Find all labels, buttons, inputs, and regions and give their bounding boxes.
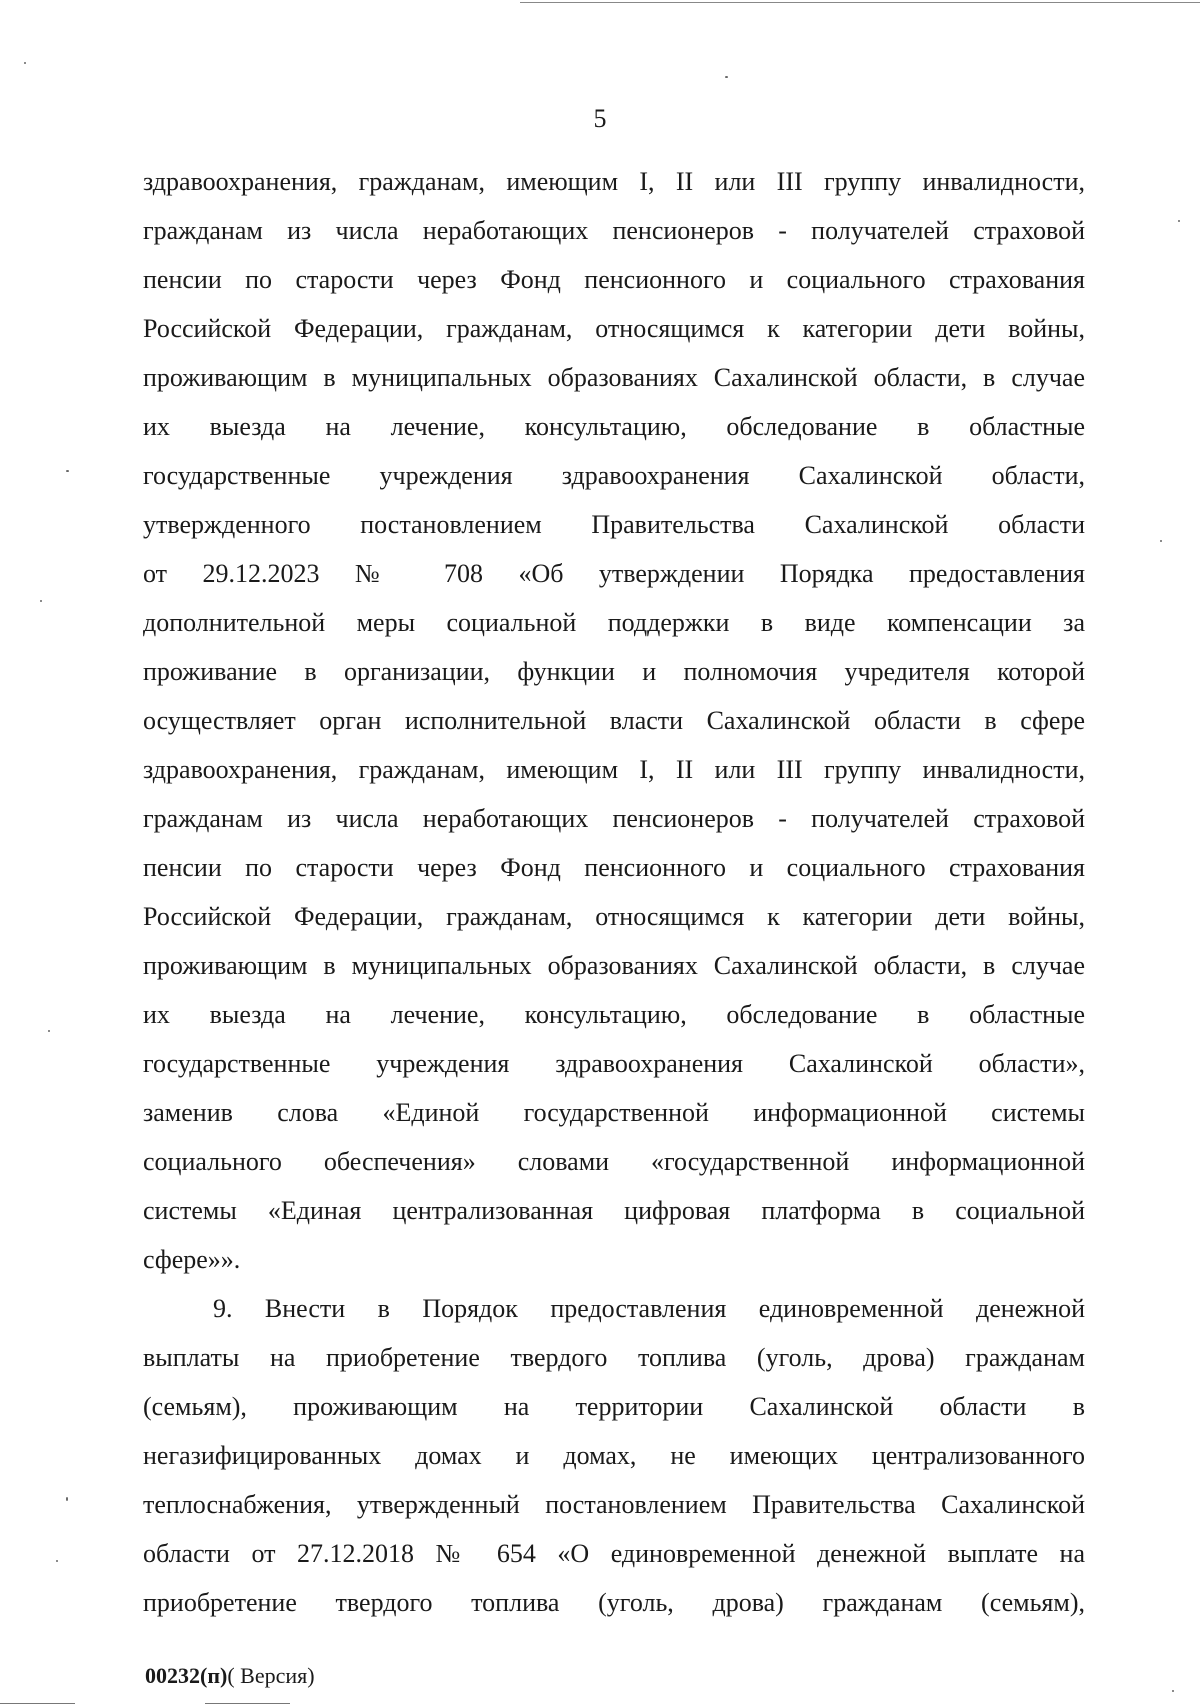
text-line: государственные учреждения здравоохранения Сахалинской области»,: [143, 1049, 1085, 1078]
scan-speck: [24, 62, 26, 64]
text-line: гражданам из числа неработающих пенсионеров - получателей страховой: [143, 804, 1085, 833]
text-line: теплоснабжения, утвержденный постановлением Правительства Сахалинской: [143, 1490, 1085, 1519]
text-line: области от 27.12.2018 № 654 «О единовременной денежной выплате на: [143, 1539, 1085, 1568]
text-line: негазифицированных домах и домах, не имеющих централизованного: [143, 1441, 1085, 1470]
text-line: Российской Федерации, гражданам, относящимся к категории дети войны,: [143, 902, 1085, 931]
scan-edge-line-bottom-mid: [205, 1703, 290, 1704]
text-line: системы «Единая централизованная цифровая платформа в социальной: [143, 1196, 1085, 1225]
scan-speck: [56, 1560, 58, 1562]
scan-speck: [66, 470, 69, 472]
text-line: выплаты на приобретение твердого топлива (уголь, дрова) гражданам: [143, 1343, 1085, 1372]
text-line: проживание в организации, функции и полномочия учредителя которой: [143, 657, 1085, 686]
text-line: социального обеспечения» словами «государственной информационной: [143, 1147, 1085, 1176]
text-line: (семьям), проживающим на территории Сахалинской области в: [143, 1392, 1085, 1421]
text-line: их выезда на лечение, консультацию, обследование в областные: [143, 412, 1085, 441]
text-line: заменив слова «Единой государственной информационной системы: [143, 1098, 1085, 1127]
text-line: дополнительной меры социальной поддержки в виде компенсации за: [143, 608, 1085, 637]
scan-speck: [1172, 1690, 1174, 1692]
text-line: здравоохранения, гражданам, имеющим I, II или III группу инвалидности,: [143, 167, 1085, 196]
text-line: осуществляет орган исполнительной власти Сахалинской области в сфере: [143, 706, 1085, 735]
scan-speck: [1178, 220, 1180, 222]
scan-speck: [48, 1030, 50, 1032]
scan-edge-line-top: [520, 2, 1200, 3]
scan-speck: [66, 1497, 68, 1501]
scan-edge-line-bottom-left: [0, 1703, 75, 1704]
text-line: Российской Федерации, гражданам, относящимся к категории дети войны,: [143, 314, 1085, 343]
text-line: утвержденного постановлением Правительства Сахалинской области: [143, 510, 1085, 539]
text-line: проживающим в муниципальных образованиях Сахалинской области, в случае: [143, 363, 1085, 392]
scan-speck: [40, 600, 42, 602]
text-line: пенсии по старости через Фонд пенсионного и социального страхования: [143, 853, 1085, 882]
text-line: пенсии по старости через Фонд пенсионного и социального страхования: [143, 265, 1085, 294]
text-line: здравоохранения, гражданам, имеющим I, II или III группу инвалидности,: [143, 755, 1085, 784]
paragraph-9-first-line: 9. Внести в Порядок предоставления единовременной денежной: [213, 1294, 1085, 1323]
text-line: проживающим в муниципальных образованиях Сахалинской области, в случае: [143, 951, 1085, 980]
scan-speck: [1160, 540, 1162, 542]
scan-speck: [725, 76, 728, 78]
document-version-label: ( Версия): [227, 1663, 315, 1688]
text-line: от 29.12.2023 № 708 «Об утверждении Порядка предоставления: [143, 559, 1085, 588]
text-line: приобретение твердого топлива (уголь, дрова) гражданам (семьям),: [143, 1588, 1085, 1617]
text-line-paragraph-end: сфере»».: [143, 1245, 241, 1274]
document-registration-number: 00232(п): [145, 1663, 228, 1688]
document-footer-code: [145, 1663, 315, 1689]
text-line: их выезда на лечение, консультацию, обследование в областные: [143, 1000, 1085, 1029]
text-line: государственные учреждения здравоохранения Сахалинской области,: [143, 461, 1085, 490]
page-number: 5: [593, 104, 607, 133]
text-line: гражданам из числа неработающих пенсионеров - получателей страховой: [143, 216, 1085, 245]
